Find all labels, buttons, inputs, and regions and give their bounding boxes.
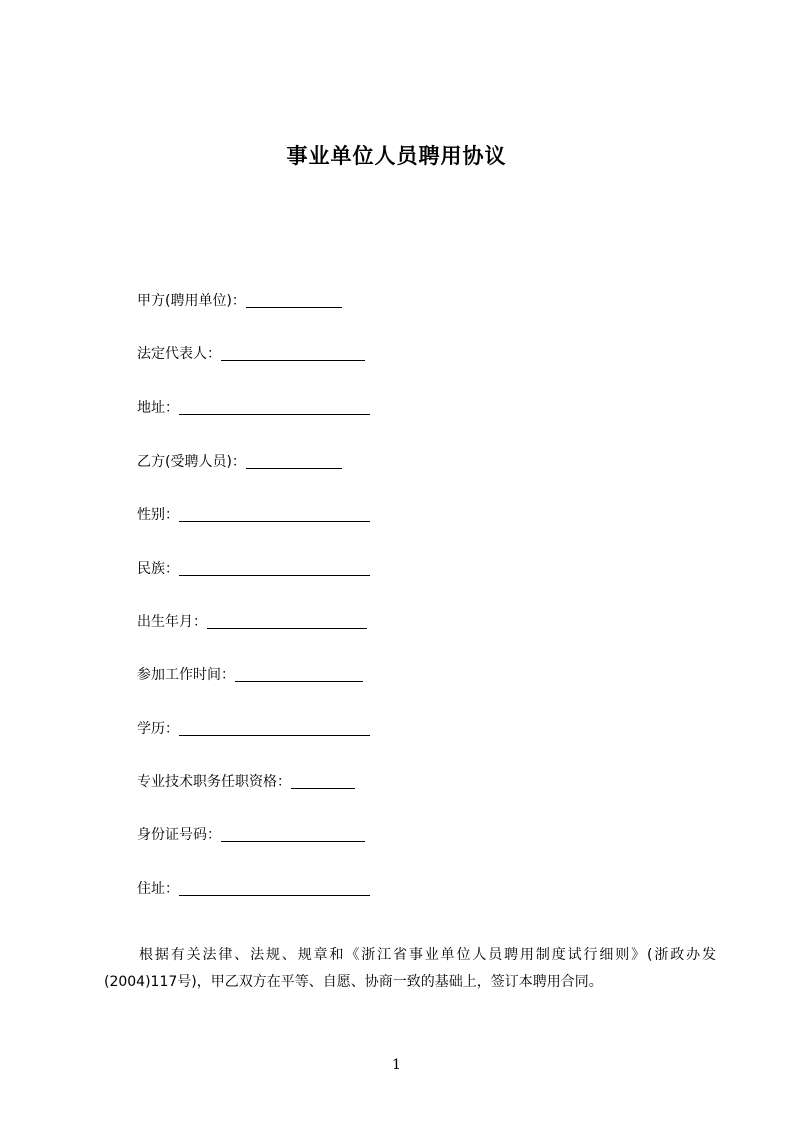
field-employer: [137, 289, 342, 311]
field-label: 身份证号码：: [137, 827, 221, 843]
fill-in-blank[interactable]: [179, 520, 370, 522]
field-label: 法定代表人：: [137, 346, 221, 362]
page-number: 1: [392, 1057, 401, 1073]
fill-in-blank[interactable]: [246, 467, 342, 469]
fill-in-blank[interactable]: [221, 840, 365, 842]
field-label: 住址：: [137, 881, 179, 897]
field-gender: [137, 503, 370, 525]
field-label: 地址：: [137, 400, 179, 416]
field-legal-rep: [137, 342, 365, 364]
field-label: 学历：: [137, 721, 179, 737]
fill-in-blank[interactable]: [246, 306, 342, 308]
field-id-number: [137, 823, 365, 845]
page-title: 事业单位人员聘用协议: [286, 144, 507, 168]
fill-in-blank[interactable]: [221, 359, 365, 361]
fill-in-blank[interactable]: [179, 413, 370, 415]
field-label: 出生年月：: [137, 614, 207, 630]
field-employee-address: [137, 877, 370, 899]
fill-in-blank[interactable]: [235, 680, 363, 682]
fill-in-blank[interactable]: [207, 627, 367, 629]
field-label: 专业技术职务任职资格：: [137, 774, 291, 790]
fill-in-blank[interactable]: [291, 787, 355, 789]
fill-in-blank[interactable]: [179, 894, 370, 896]
field-qualification: [137, 770, 355, 792]
field-label: 甲方(聘用单位)：: [137, 293, 246, 309]
field-label: 乙方(受聘人员)：: [137, 454, 246, 470]
field-label: 民族：: [137, 561, 179, 577]
field-education: [137, 717, 370, 739]
field-employer-address: [137, 396, 370, 418]
intro-paragraph: 根据有关法律、法规、规章和《浙江省事业单位人员聘用制度试行细则》(浙政办发(2004)117号)，甲乙双方在平等、自愿、协商一致的基础上，签订本聘用合同。: [104, 947, 716, 990]
fill-in-blank[interactable]: [179, 574, 370, 576]
field-label: 性别：: [137, 507, 179, 523]
field-birth-date: [137, 610, 367, 632]
field-work-start: [137, 663, 363, 685]
field-label: 参加工作时间：: [137, 667, 235, 683]
field-ethnicity: [137, 557, 370, 579]
field-employee: [137, 450, 342, 472]
fill-in-blank[interactable]: [179, 734, 370, 736]
